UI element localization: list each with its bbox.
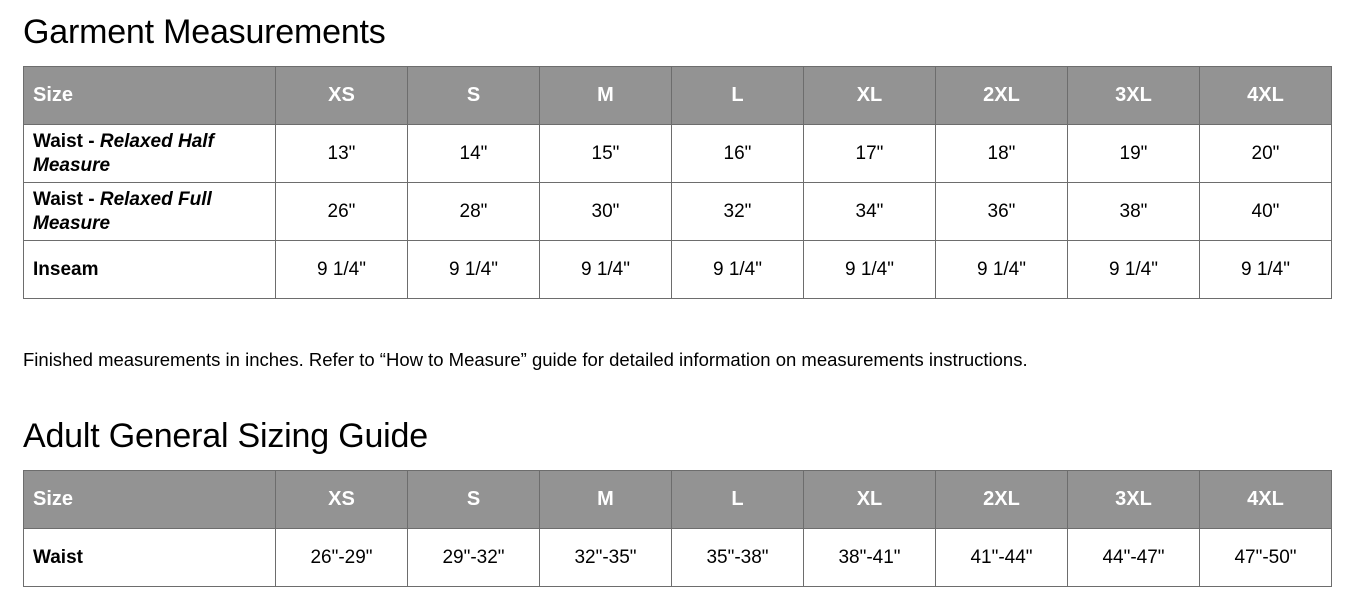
table-cell: 9 1/4" [408,241,540,299]
table-cell: 9 1/4" [804,241,936,299]
table-cell: 38"-41" [804,529,936,587]
header-cell-4xl: 4XL [1200,67,1332,125]
header-cell-size: Size [24,471,276,529]
row-label-emphasis: Relaxed Half Measure [33,130,214,176]
table-cell: 47"-50" [1200,529,1332,587]
table-cell: 15" [540,125,672,183]
table-cell: 38" [1068,183,1200,241]
row-label-waist [24,529,276,587]
table-cell: 9 1/4" [1068,241,1200,299]
table-cell: 26" [276,183,408,241]
row-label-inseam [24,241,276,299]
table-cell: 40" [1200,183,1332,241]
table-cell: 26"-29" [276,529,408,587]
table-cell: 28" [408,183,540,241]
table-cell: 19" [1068,125,1200,183]
header-cell-2xl: 2XL [936,67,1068,125]
header-cell-3xl: 3XL [1068,67,1200,125]
table-cell: 34" [804,183,936,241]
row-label-prefix: Waist - [33,130,100,152]
table-row [24,529,1332,587]
table-cell: 30" [540,183,672,241]
table-cell: 17" [804,125,936,183]
header-cell-size: Size [24,67,276,125]
table-cell: 9 1/4" [1200,241,1332,299]
table-header-row [24,471,1332,529]
table-cell: 41"-44" [936,529,1068,587]
measurement-note: Finished measurements in inches. Refer to “How to Measure” guide for detailed information on measurements instructions. [23,349,1028,370]
table-cell: 35"-38" [672,529,804,587]
header-cell-m: M [540,67,672,125]
adult-sizing-guide-title: Adult General Sizing Guide [23,417,428,455]
table-row [24,125,1332,183]
garment-measurements-title: Garment Measurements [23,13,386,51]
header-cell-l: L [672,67,804,125]
row-label-waist-full [24,183,276,241]
header-cell-l: L [672,471,804,529]
table-header-row [24,67,1332,125]
row-label-emphasis: Relaxed Full Measure [33,188,212,234]
header-cell-xl: XL [804,471,936,529]
row-label-prefix: Waist - [33,188,100,210]
table-cell: 36" [936,183,1068,241]
table-cell: 14" [408,125,540,183]
table-cell: 9 1/4" [936,241,1068,299]
row-label-prefix: Waist [33,546,83,568]
table-cell: 9 1/4" [672,241,804,299]
adult-sizing-guide-table [23,470,1332,587]
table-row [24,183,1332,241]
garment-measurements-table [23,66,1332,299]
table-cell: 18" [936,125,1068,183]
header-cell-2xl: 2XL [936,471,1068,529]
row-label-waist-half [24,125,276,183]
header-cell-xl: XL [804,67,936,125]
table-cell: 9 1/4" [276,241,408,299]
header-cell-s: S [408,471,540,529]
row-label-prefix: Inseam [33,258,99,280]
header-cell-xs: XS [276,471,408,529]
table-cell: 32"-35" [540,529,672,587]
table-cell: 16" [672,125,804,183]
table-cell: 29"-32" [408,529,540,587]
header-cell-4xl: 4XL [1200,471,1332,529]
table-cell: 9 1/4" [540,241,672,299]
table-cell: 13" [276,125,408,183]
table-cell: 32" [672,183,804,241]
header-cell-xs: XS [276,67,408,125]
header-cell-s: S [408,67,540,125]
table-row [24,241,1332,299]
header-cell-3xl: 3XL [1068,471,1200,529]
table-cell: 44"-47" [1068,529,1200,587]
table-cell: 20" [1200,125,1332,183]
header-cell-m: M [540,471,672,529]
